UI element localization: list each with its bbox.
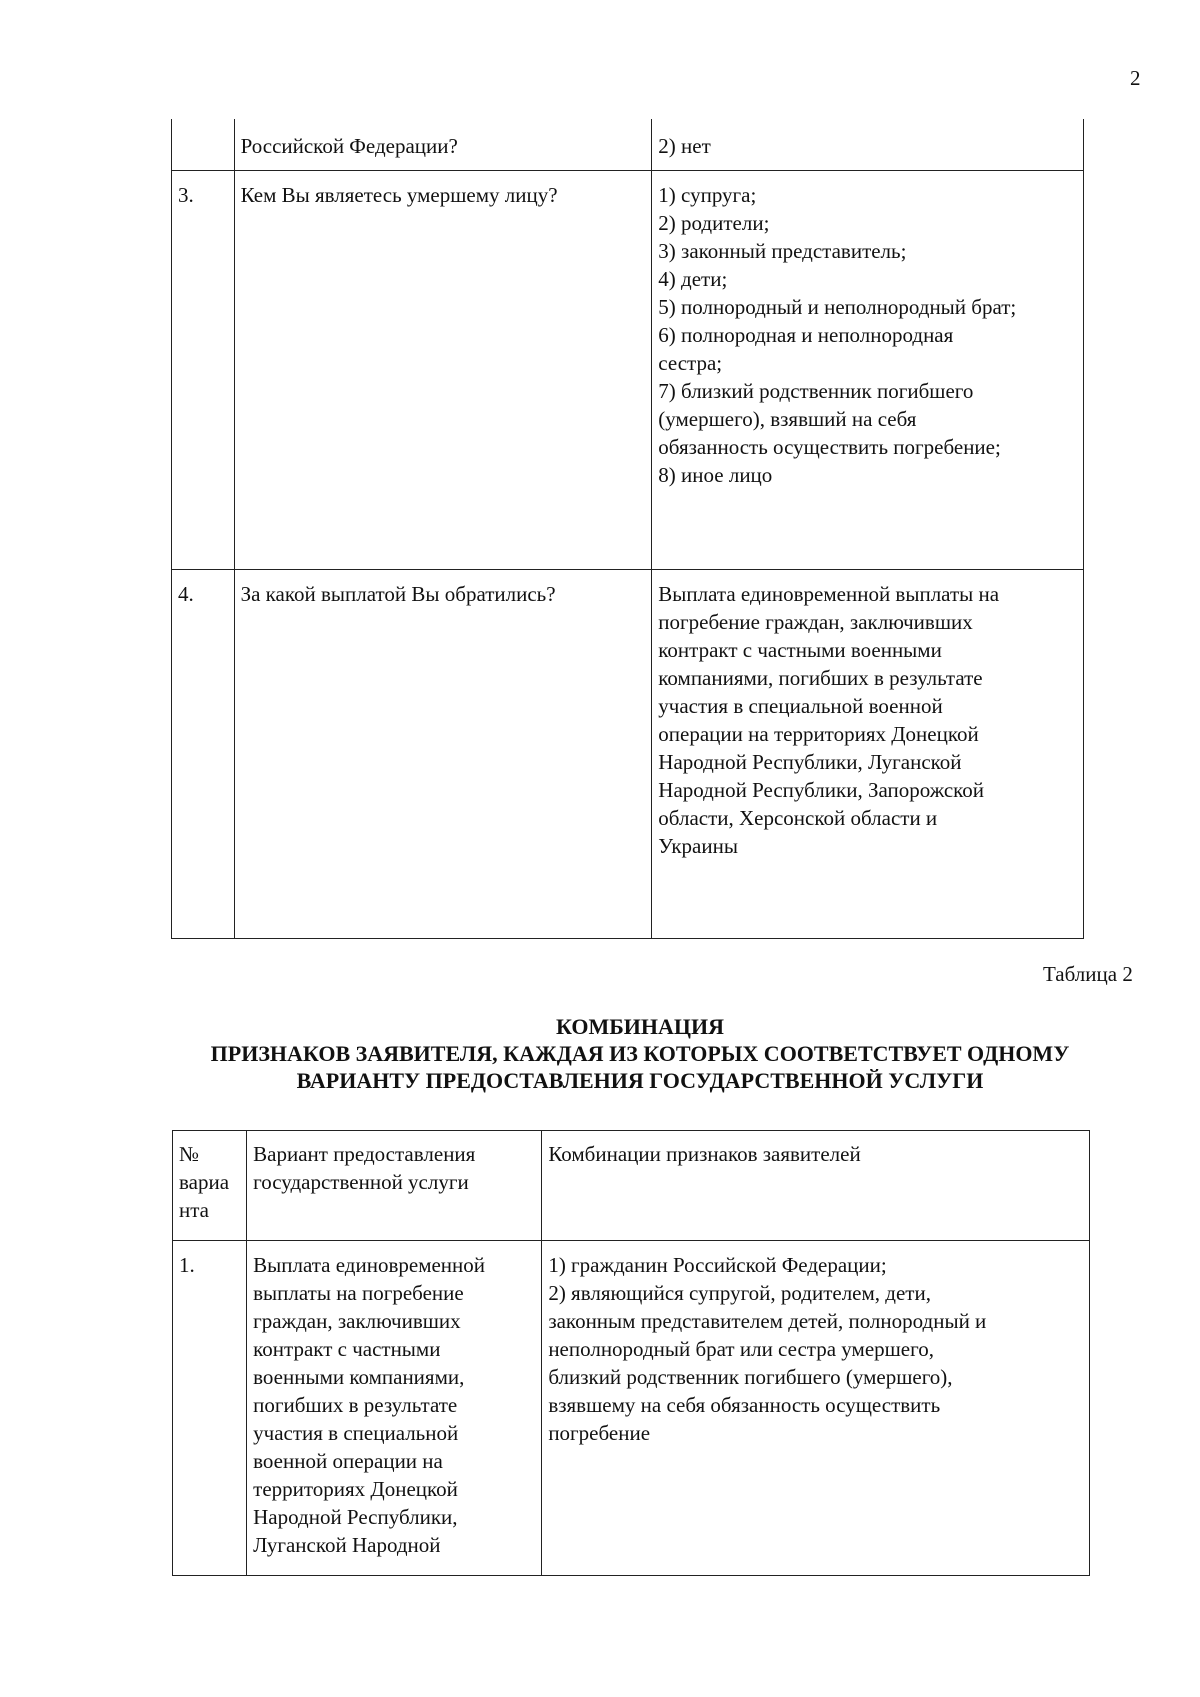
variant-line: участия в специальной bbox=[253, 1421, 459, 1445]
question-cell bbox=[234, 171, 652, 570]
combination-line: законным представителем детей, полнородный и bbox=[548, 1309, 987, 1333]
header-number bbox=[173, 1131, 247, 1241]
combination-line: 2) являющийся супругой, родителем, дети, bbox=[548, 1281, 931, 1305]
variant-line: территориях Донецкой bbox=[253, 1477, 458, 1501]
variant-line: Луганской Народной bbox=[253, 1533, 441, 1557]
combination-line: погребение bbox=[548, 1421, 651, 1445]
variant-line: военной операции на bbox=[253, 1449, 443, 1473]
combinations-table bbox=[172, 1130, 1090, 1576]
answer-line: 3) законный представитель; bbox=[658, 239, 907, 263]
answer-line: 6) полнородная и неполнородная bbox=[658, 323, 954, 347]
header-combinations bbox=[542, 1131, 1090, 1241]
question-text: Кем Вы являетесь умершему лицу? bbox=[240, 183, 558, 207]
answer-line: операции на территориях Донецкой bbox=[658, 722, 979, 746]
header-line: нта bbox=[179, 1198, 209, 1222]
combination-line: 1) гражданин Российской Федерации; bbox=[548, 1253, 887, 1277]
answer-cell bbox=[652, 119, 1084, 171]
combination-line: взявшему на себя обязанность осуществить bbox=[548, 1393, 941, 1417]
row-number: 4. bbox=[172, 570, 235, 939]
question-cell bbox=[234, 570, 652, 939]
table-row bbox=[172, 570, 1084, 939]
table-row bbox=[173, 1241, 1090, 1576]
answer-line: 4) дети; bbox=[658, 267, 728, 291]
variant-line: военными компаниями, bbox=[253, 1365, 465, 1389]
answer-line: (умершего), взявший на себя bbox=[658, 407, 917, 431]
variant-line: Народной Республики, bbox=[253, 1505, 458, 1529]
answer-line: Народной Республики, Запорожской bbox=[658, 778, 985, 802]
variant-line: погибших в результате bbox=[253, 1393, 458, 1417]
answer-line: сестра; bbox=[658, 351, 723, 375]
page-number: 2 bbox=[1130, 66, 1141, 90]
variant-cell bbox=[247, 1241, 542, 1576]
variant-line: граждан, заключивших bbox=[253, 1309, 461, 1333]
answer-line: Народной Республики, Луганской bbox=[658, 750, 962, 774]
answer-line: Выплата единовременной выплаты на bbox=[658, 582, 1000, 606]
answer-line: 5) полнородный и неполнородный брат; bbox=[658, 295, 1017, 319]
question-text: Российской Федерации? bbox=[240, 134, 458, 158]
answer-line: 8) иное лицо bbox=[658, 463, 773, 487]
section-heading bbox=[160, 1013, 1120, 1094]
question-cell bbox=[234, 119, 652, 171]
answer-line: Украины bbox=[658, 834, 738, 858]
header-line: № bbox=[179, 1142, 200, 1166]
header-line: государственной услуги bbox=[253, 1170, 469, 1194]
table-row bbox=[172, 119, 1084, 171]
row-number bbox=[172, 119, 235, 171]
answer-cell bbox=[652, 171, 1084, 570]
answer-line: 2) родители; bbox=[658, 211, 770, 235]
variant-line: контракт с частными bbox=[253, 1337, 441, 1361]
table-row bbox=[172, 171, 1084, 570]
heading-line: ПРИЗНАКОВ ЗАЯВИТЕЛЯ, КАЖДАЯ ИЗ КОТОРЫХ СООТВЕТСТВУЕТ ОДНОМУ bbox=[210, 1041, 1070, 1066]
heading-line: ВАРИАНТУ ПРЕДОСТАВЛЕНИЯ ГОСУДАРСТВЕННОЙ УСЛУГИ bbox=[296, 1068, 984, 1093]
header-line: вариа bbox=[179, 1170, 230, 1194]
answer-line: 7) близкий родственник погибшего bbox=[658, 379, 974, 403]
variant-line: Выплата единовременной bbox=[253, 1253, 486, 1277]
table-header-row bbox=[173, 1131, 1090, 1241]
table-caption: Таблица 2 bbox=[1043, 962, 1133, 986]
answer-line: области, Херсонской области и bbox=[658, 806, 938, 830]
variant-line: выплаты на погребение bbox=[253, 1281, 464, 1305]
answer-line: участия в специальной военной bbox=[658, 694, 943, 718]
answer-line: компаниями, погибших в результате bbox=[658, 666, 983, 690]
combination-cell bbox=[542, 1241, 1090, 1576]
question-text: За какой выплатой Вы обратились? bbox=[240, 582, 556, 606]
answer-line: контракт с частными военными bbox=[658, 638, 942, 662]
answer-line: 1) супруга; bbox=[658, 183, 757, 207]
answer-line: 2) нет bbox=[658, 134, 711, 158]
header-variant bbox=[247, 1131, 542, 1241]
combination-line: неполнородный брат или сестра умершего, bbox=[548, 1337, 934, 1361]
heading-line: КОМБИНАЦИЯ bbox=[555, 1014, 725, 1039]
header-line: Вариант предоставления bbox=[253, 1142, 476, 1166]
row-number: 1. bbox=[173, 1241, 247, 1576]
answer-line: обязанность осуществить погребение; bbox=[658, 435, 1001, 459]
combination-line: близкий родственник погибшего (умершего), bbox=[548, 1365, 953, 1389]
questions-table bbox=[171, 119, 1084, 939]
answer-cell bbox=[652, 570, 1084, 939]
answer-line: погребение граждан, заключивших bbox=[658, 610, 973, 634]
row-number: 3. bbox=[172, 171, 235, 570]
header-line: Комбинации признаков заявителей bbox=[548, 1142, 861, 1166]
